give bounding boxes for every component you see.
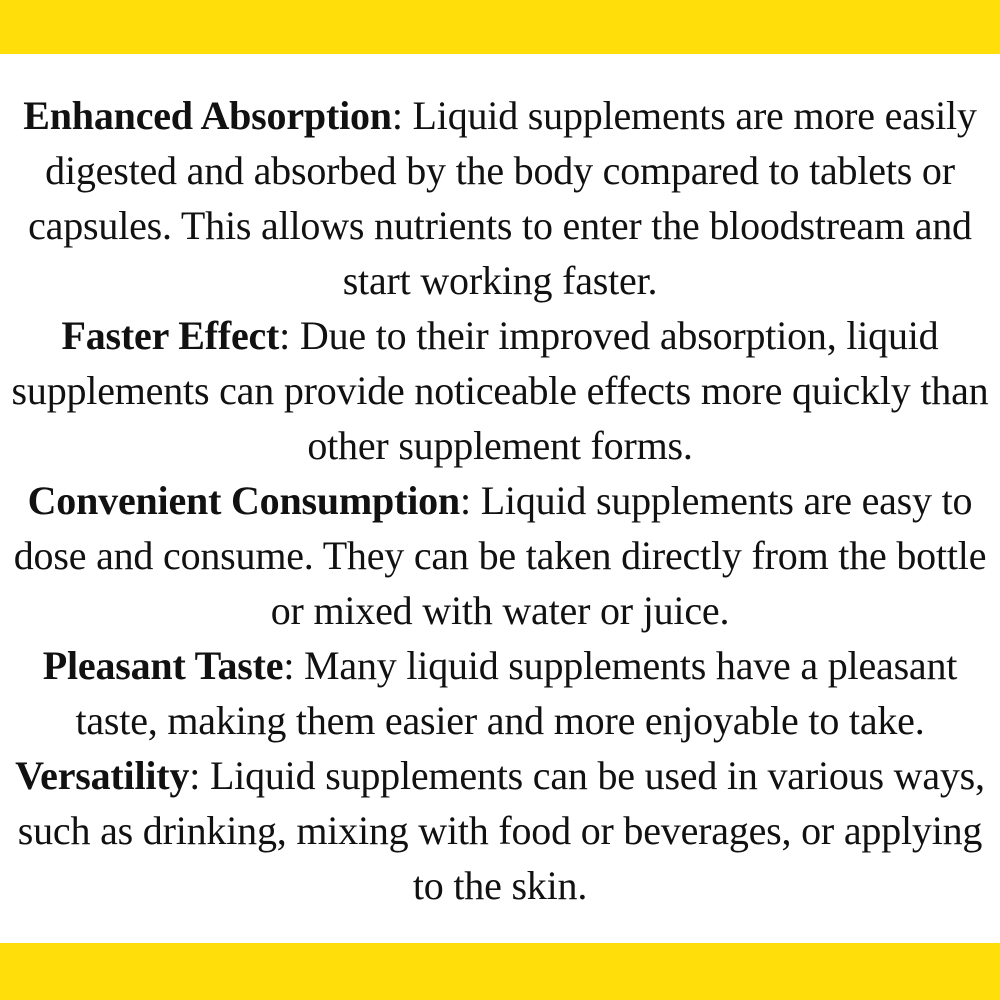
- section-term: Faster Effect: [61, 313, 280, 358]
- section-versatility: [8, 748, 992, 913]
- section-convenient-consumption: [8, 473, 992, 638]
- section-description: Liquid supplements are easy to dose and consume. They can be taken directly from the bottle or mixed with water or juice.: [13, 478, 987, 633]
- section-pleasant-taste: [8, 638, 992, 748]
- benefits-text-block: [0, 54, 1000, 943]
- term-separator: :: [391, 93, 413, 138]
- section-enhanced-absorption: [8, 88, 992, 308]
- term-separator: :: [459, 478, 481, 523]
- section-term: Convenient Consumption: [27, 478, 460, 523]
- section-term: Enhanced Absorption: [23, 93, 392, 138]
- term-separator: :: [279, 313, 300, 358]
- section-term: Versatility: [15, 753, 190, 798]
- section-term: Pleasant Taste: [42, 643, 284, 688]
- section-description: Many liquid supplements have a pleasant taste, making them easier and more enjoyable to take.: [75, 643, 958, 743]
- top-yellow-bar: [0, 0, 1000, 54]
- term-separator: :: [189, 753, 210, 798]
- bottom-yellow-bar: [0, 943, 1000, 1000]
- term-separator: :: [283, 643, 305, 688]
- section-description: Liquid supplements can be used in various ways, such as drinking, mixing with food or beverages, or applying to the skin.: [17, 753, 985, 908]
- section-faster-effect: [8, 308, 992, 473]
- section-description: Due to their improved absorption, liquid supplements can provide noticeable effects more quickly than other supplement forms.: [11, 313, 989, 468]
- section-description: Liquid supplements are more easily digested and absorbed by the body compared to tablets or capsules. This allows nutrients to enter the bloodstream and start working faster.: [28, 93, 977, 303]
